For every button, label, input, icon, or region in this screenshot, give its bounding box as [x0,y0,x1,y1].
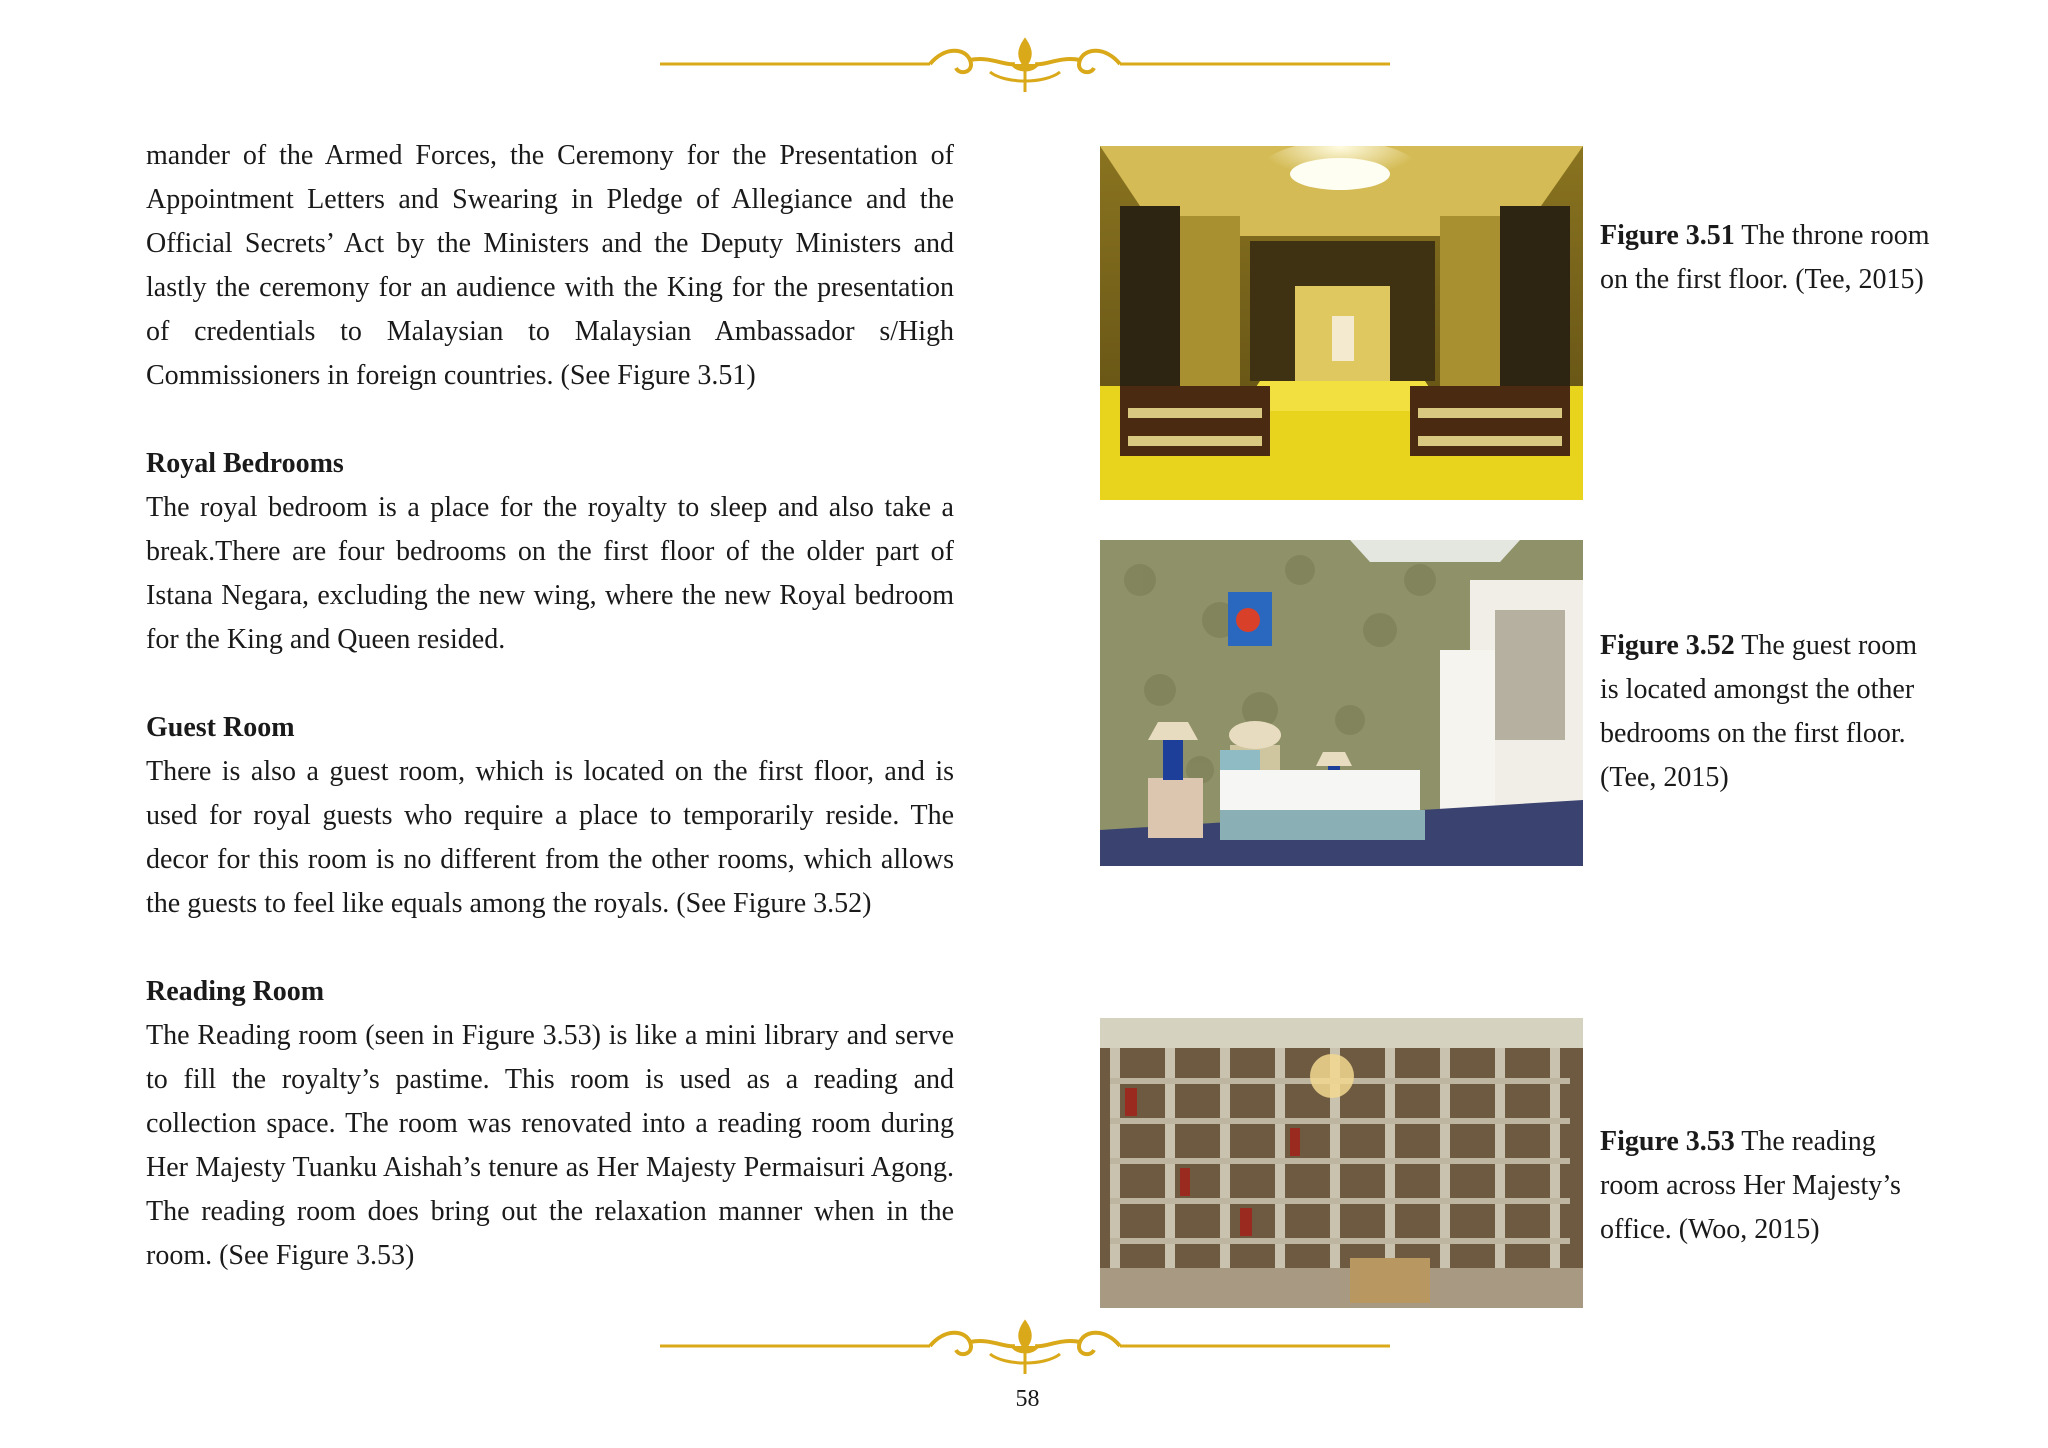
figure-3-53-label: Figure 3.53 [1600,1126,1735,1157]
guest-room-heading: Guest Room [146,712,295,743]
figure-3-51-label: Figure 3.51 [1600,220,1735,251]
royal-bedrooms-paragraph: The royal bedroom is a place for the royalty to sleep and also take a break.There are four bedrooms on the first floor of the older part of Istana Negara, excluding the new wing, where the new Royal bedroom for the King and Queen resided. [146,492,954,655]
figure-3-51-throne-room-photo [1100,146,1583,500]
royal-bedrooms-heading: Royal Bedrooms [146,448,344,479]
top-ornament-divider [660,36,1390,96]
figure-3-52-guest-room-photo [1100,540,1583,866]
guest-room-paragraph: There is also a guest room, which is located on the first floor, and is used for royal guests who require a place to temporarily reside. The decor for this room is no different from the other rooms, which allows the guests to feel like equals among the royals. (See Figure 3.52) [146,756,954,919]
figure-3-51-caption [1600,214,1930,302]
bottom-ornament-divider [660,1318,1390,1378]
intro-paragraph: mander of the Armed Forces, the Ceremony for the Presentation of Appointment Letters and Swearing in Pledge of Allegiance and the Official Secrets’ Act by the Ministers and the Deputy Ministers and lastly the ceremony for an audience with the King for the presentation of credentials to Malaysian to Malaysian Ambassador s/High Commissioners in foreign countries. (See Figure 3.51) [146,140,954,391]
figure-3-52-caption [1600,624,1930,800]
page-number: 58 [1015,1386,1040,1412]
figure-3-53-caption-text: The reading room across Her Majesty’s office. (Woo, 2015) [1600,1126,1901,1245]
figure-3-53-reading-room-photo [1100,1018,1583,1308]
figure-3-52-caption-text: The guest room is located amongst the other bedrooms on the first floor. (Tee, 2015) [1600,630,1918,793]
figure-3-51-caption-text: The throne room on the first floor. (Tee, 2015) [1600,220,1930,295]
reading-room-paragraph: The Reading room (seen in Figure 3.53) is like a mini library and serve to fill the royalty’s pastime. This room is used as a reading and collection space. The room was renovated into a reading room during Her Majesty Tuanku Aishah’s tenure as Her Majesty Permaisuri Agong. The reading room does bring out the relaxation manner when in the room. (See Figure 3.53) [146,1020,954,1271]
main-text-column [146,134,954,1278]
reading-room-heading: Reading Room [146,976,325,1007]
figure-3-52-label: Figure 3.52 [1600,630,1735,661]
figure-3-53-caption [1600,1120,1930,1252]
